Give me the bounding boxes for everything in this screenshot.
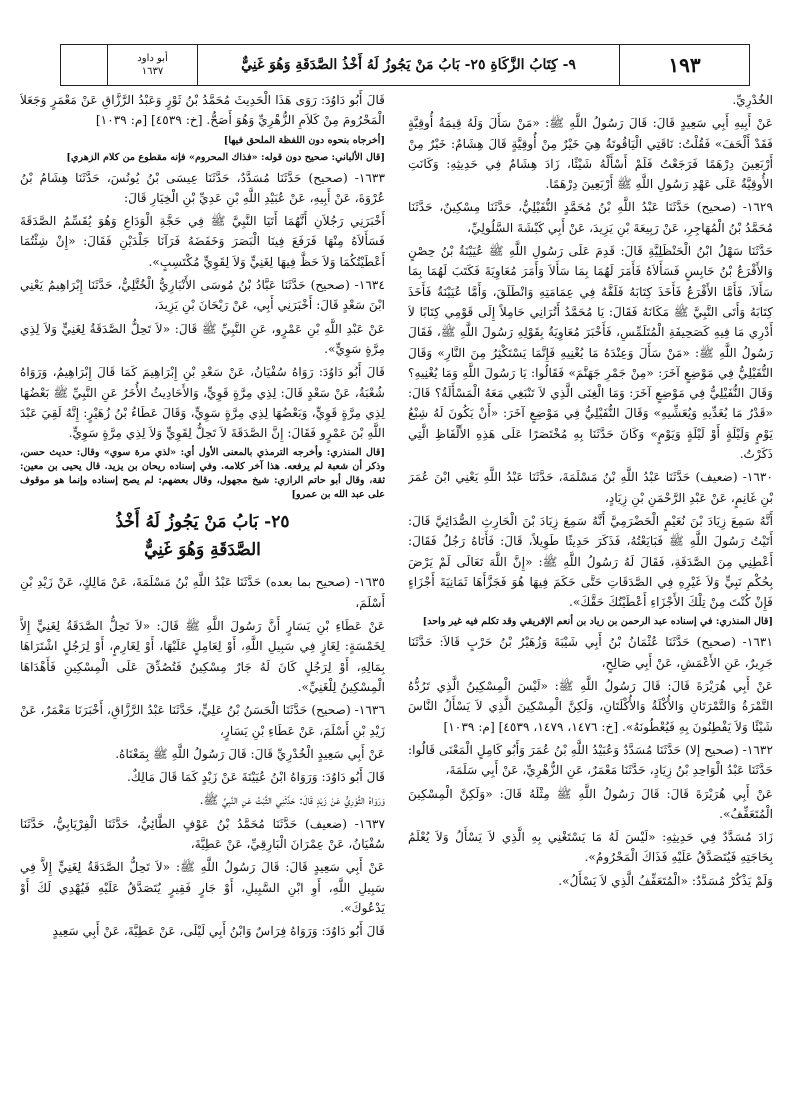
hadith-paragraph: ١٦٣١- (صحيح) حَدَّثَنَا عُثْمَانُ بْنُ أَبِي شَيْبَةَ وَزُهَيْرُ بْنُ حَرْبٍ قَالاَ: حَدَّثَنَا جَرِيرٌ، عَنِ الأَعْمَشِ، عَنْ أَبِي صَالِحٍ، — [408, 635, 773, 670]
editor-note: [قال المنذري: وأخرجه الترمذي بالمعنى الأول أي: «لذي مرة سوي» وقال: حديث حسن، وذكر أن شعبة لم يرفعه. هذا آخر كلامه. وفي إسناده ريحان بن يزيد. قال يحيى بن معين: ثقة، وقال أبو حاتم الرازي: شيخ مجهول، وقال بعضهم: لم يصح إسناده وإنما هو موقوف على عبد الله بن عمرو] — [20, 447, 385, 501]
hadith-paragraph: قَالَ أَبُو دَاوُدَ: وَرَوَاهُ فِرَاسٌ وَابْنُ أَبِي لَيْلَى، عَنْ عَطِيَّةَ، عَنْ أَبِي سَعِيدٍ — [52, 924, 385, 939]
header-blank-cell — [61, 45, 107, 85]
hadith-paragraph: وَرَوَاهُ الثَّوْرِيُّ عَنْ زَيْدٍ قَالَ: حَدَّثَنِي الثَّبْتُ عَنِ النَّبِيِّ ﷺ. — [199, 793, 385, 808]
hadith-paragraph: ١٦٢٩- (صحيح) حَدَّثَنَا عَبْدُ اللَّهِ بْنُ مُحَمَّدٍ النُّفَيْلِيُّ، حَدَّثَنَا مِسْكِينٌ، حَدَّثَنَا مُحَمَّدُ بْنُ الْمُهَاجِرِ، عَنْ رَبِيعَةَ بْنِ يَزِيدَ، عَنْ أَبِي كَبْشَةَ السَّلُولِيِّ، — [408, 200, 773, 235]
right-column — [408, 90, 773, 1100]
hadith-paragraph: عَنْ أَبِيهِ أَبِي سَعِيدٍ قَالَ: قَالَ رَسُولُ اللَّهِ ﷺ: «مَنْ سَأَلَ وَلَهُ قِيمَةُ أُوقِيَّةٍ فَقَدْ أَلْحَفَ» فَقُلْتُ: نَاقَتِي الْيَاقُوتَةُ هِيَ خَيْرٌ مِنْ أُوقِيَّةٍ قَالَ هِشَامٌ: خَيْرٌ مِنْ أَرْبَعِينَ دِرْهَمًا فَرَجَعْتُ فَلَمْ أَسْأَلْهُ شَيْئًا، زَادَ هِشَامٌ فِي حَدِيثِهِ: وَكَانَتِ الأُوقِيَّةُ عَلَى عَهْدِ رَسُولِ اللَّهِ ﷺ أَرْبَعِينَ دِرْهَمًا. — [408, 116, 773, 192]
hadith-paragraph: عَنْ أَبِي هُرَيْرَةَ قَالَ: قَالَ رَسُولُ اللَّهِ ﷺ: «لَيْسَ الْمِسْكِينُ الَّذِي تَرُدُّهُ التَّمْرَةُ وَالتَّمْرَتَانِ وَالأُكْلَةُ وَالأُكْلَتَانِ، وَلَكِنَّ الْمِسْكِينَ الَّذِي لاَ يَسْأَلُ النَّاسَ شَيْئًا وَلاَ يَفْطِنُونَ بِهِ فَيُعْطُونَهُ». [خ: ١٤٧٦، ١٤٧٩، ٤٥٣٩] [م: ١٠٣٩] — [408, 679, 773, 734]
text-columns — [20, 90, 773, 1100]
hadith-paragraph: ١٦٣٣- (صحيح) حَدَّثَنَا مُسَدَّدٌ، حَدَّثَنَا عِيسَى بْنُ يُونُسَ، حَدَّثَنَا هِشَامُ بْنُ عُرْوَةَ، عَنْ أَبِيهِ، عَنْ عُبَيْدِ اللَّهِ بْنِ عَدِيِّ بْنِ الْخِيَارِ قَالَ: — [20, 170, 385, 205]
hadith-paragraph: أَنَّهُ سَمِعَ زِيَادَ بْنَ نُعَيْمٍ الْحَضْرَمِيَّ أَنَّهُ سَمِعَ زِيَادَ بْنَ الْحَارِثِ الصُّدَائِيَّ قَالَ: أَتَيْتُ رَسُولَ اللَّهِ ﷺ فَبَايَعْتُهُ، فَذَكَرَ حَدِيثًا طَوِيلاً، قَالَ: فَأَتَاهُ رَجُلٌ فَقَالَ: أَعْطِنِي مِنَ الصَّدَقَةِ، فَقَالَ لَهُ رَسُولُ اللَّهِ ﷺ: «إِنَّ اللَّهَ تَعَالَى لَمْ يَرْضَ بِحُكْمِ نَبِيٍّ وَلاَ غَيْرِهِ فِي الصَّدَقَاتِ حَتَّى حَكَمَ فِيهَا هُوَ فَجَزَّأَهَا ثَمَانِيَةَ أَجْزَاءٍ فَإِنْ كُنْتَ مِنْ تِلْكَ الأَجْزَاءِ أَعْطَيْتُكَ حَقَّكَ». — [408, 513, 773, 610]
chapter-heading-line: ٢٥- بَابُ مَنْ يَجُوزُ لَهُ أَخْذُ — [115, 512, 290, 533]
left-column — [20, 90, 385, 1100]
hadith-paragraph: ١٦٣٢- (صحيح إلا) حَدَّثَنَا مُسَدَّدٌ وَعُبَيْدُ اللَّهِ بْنُ عُمَرَ وَأَبُو كَامِلٍ الْمَعْنَى قَالُوا: حَدَّثَنَا عَبْدُ الْوَاحِدِ بْنُ زِيَادٍ، حَدَّثَنَا مَعْمَرٌ، عَنِ الزُّهْرِيِّ، عَنْ أَبِي سَلَمَةَ، — [408, 742, 773, 778]
ref-number: ١٦٣٧ — [141, 66, 164, 77]
hadith-paragraph: ١٦٣٥- (صحيح بما بعده) حَدَّثَنَا عَبْدُ اللَّهِ بْنُ مَسْلَمَةَ، عَنْ مَالِكٍ، عَنْ زَيْدِ بْنِ أَسْلَمَ، — [20, 575, 385, 610]
hadith-paragraph: الخُدْرِيِّ. — [732, 93, 773, 107]
hadith-paragraph: ١٦٣٠- (ضعيف) حَدَّثَنَا عَبْدُ اللَّهِ بْنُ مَسْلَمَةَ، حَدَّثَنَا عَبْدُ اللَّهِ يَعْنِي ابْنَ عُمَرَ بْنِ غَانِمٍ، عَنْ عَبْدِ الرَّحْمَنِ بْنِ زِيَادٍ، — [408, 470, 773, 505]
chapter-heading — [20, 508, 385, 564]
hadith-paragraph: عَنْ عَطَاءِ بْنِ يَسَارٍ أَنَّ رَسُولَ اللَّهِ ﷺ قَالَ: «لاَ تَحِلُّ الصَّدَقَةُ لِغَنِيٍّ إِلاَّ لِخَمْسَةٍ: لِغَازٍ فِي سَبِيلِ اللَّهِ، أَوْ لِعَامِلٍ عَلَيْهَا، أَوْ لِغَارِمٍ، أَوْ لِرَجُلٍ اشْتَرَاهَا بِمَالِهِ، أَوْ لِرَجُلٍ كَانَ لَهُ جَارٌ مِسْكِينٌ فَتُصُدِّقَ عَلَى الْمِسْكِينِ فَأَهْدَاهَا الْمِسْكِينُ لِلْغَنِيِّ». — [20, 619, 385, 694]
hadith-paragraph: قَالَ أَبُو دَاوُدَ: رَوَى هَذَا الْحَدِيثَ مُحَمَّدُ بْنُ ثَوْرٍ وَعَبْدُ الرَّزَّاقِ عَنْ مَعْمَرٍ وَجَعَلاَ الْمَحْرُومَ مِنْ كَلاَمِ الزُّهْرِيِّ وَهُوَ أَصَحُّ. [خ: ٤٥٣٩] [م: ١٠٣٩] — [20, 93, 385, 128]
hadith-paragraph: ١٦٣٤- (صحيح) حَدَّثَنَا عَبَّادُ بْنُ مُوسَى الأَنْبَارِيُّ الْخُتَّلِيُّ، حَدَّثَنَا إِبْرَاهِيمُ يَعْنِي ابْنَ سَعْدٍ قَالَ: أَخْبَرَنِي أَبِي، عَنْ رَيْحَانَ بْنِ يَزِيدَ، — [20, 278, 385, 313]
hadith-range-ref — [107, 45, 197, 85]
running-title: ٩- كِتَابُ الزَّكَاةِ ٢٥- بَابُ مَنْ يَجُوزُ لَهُ أَخْذُ الصَّدَقَةِ وَهُوَ غَنِيٌّ — [197, 45, 619, 85]
editor-note: [قال الألباني: صحيح دون قوله: «فذاك المحروم» فإنه مقطوع من كلام الزهري] — [66, 151, 385, 163]
page-header — [60, 44, 750, 86]
hadith-paragraph: عَنْ أَبِي سَعِيدٍ قَالَ: قَالَ رَسُولُ اللَّهِ ﷺ: «لاَ تَحِلُّ الصَّدَقَةُ لِغَنِيٍّ إِلاَّ فِي سَبِيلِ اللَّهِ، أَوِ ابْنِ السَّبِيلِ، أَوْ جَارٍ فَقِيرٍ يُتَصَدَّقُ عَلَيْهِ فَيُهْدِي لَكَ أَوْ يَدْعُوكَ». — [20, 860, 385, 915]
editor-note: [أخرجاه بنحوه دون اللفظة الملحق فيها] — [223, 134, 385, 146]
hadith-paragraph: ١٦٣٧- (ضعيف) حَدَّثَنَا مُحَمَّدُ بْنُ عَوْفٍ الطَّائِيُّ، حَدَّثَنَا الْفِرْيَابِيُّ، حَدَّثَنَا سُفْيَانُ، عَنْ عِمْرَانَ الْبَارِقِيِّ، عَنْ عَطِيَّةَ، — [20, 816, 385, 852]
chapter-heading-line: الصَّدَقَةِ وَهُوَ غَنِيٌّ — [144, 540, 261, 561]
hadith-paragraph: حَدَّثَنَا سَهْلُ ابْنُ الْحَنْظَلِيَّةِ قَالَ: قَدِمَ عَلَى رَسُولِ اللَّهِ ﷺ عُيَيْنَةُ بْنُ حِصْنٍ وَالأَقْرَعُ بْنُ حَابِسٍ فَسَأَلاَهُ فَأَمَرَ لَهُمَا بِمَا سَأَلاَ وَأَمَرَ مُعَاوِيَةَ فَكَتَبَ لَهُمَا بِمَا سَأَلاَ، فَأَمَّا الأَقْرَعُ فَأَخَذَ كِتَابَهُ فَلَفَّهُ فِي عِمَامَتِهِ وَانْطَلَقَ، وَأَمَّا عُيَيْنَةُ فَأَخَذَ كِتَابَهُ وَأَتَى النَّبِيَّ ﷺ مَكَانَهُ فَقَالَ: يَا مُحَمَّدُ أَتُرَانِي حَامِلاً إِلَى قَوْمِي كِتَابًا لاَ أَدْرِي مَا فِيهِ كَصَحِيفَةِ الْمُتَلَمِّسِ، فَأَخْبَرَ مُعَاوِيَةُ بِقَوْلِهِ رَسُولَ اللَّهِ ﷺ، فَقَالَ رَسُولُ اللَّهِ ﷺ: «مَنْ سَأَلَ وَعِنْدَهُ مَا يُغْنِيهِ فَإِنَّمَا يَسْتَكْثِرُ مِنَ النَّارِ» وَقَالَ النُّفَيْلِيُّ فِي مَوْضِعٍ آخَرَ: «مِنْ جَمْرِ جَهَنَّمَ» فَقَالُوا: يَا رَسُولَ اللَّهِ وَمَا يُغْنِيهِ؟ وَقَالَ النُّفَيْلِيُّ فِي مَوْضِعٍ آخَرَ: وَمَا الْغِنَى الَّذِي لاَ تَنْبَغِي مَعَهُ الْمَسْأَلَةُ؟ قَالَ: «قَدْرُ مَا يُغَدِّيهِ وَيُعَشِّيهِ» وَقَالَ النُّفَيْلِيُّ فِي مَوْضِعٍ آخَرَ: «أَنْ يَكُونَ لَهُ شِبْعُ يَوْمٍ وَلَيْلَةٍ أَوْ لَيْلَةٍ وَيَوْمٍ» وَكَانَ حَدَّثَنَا بِهِ مُخْتَصَرًا عَلَى هَذِهِ الأَلْفَاظِ الَّتِي ذَكَرْتُ. — [408, 244, 773, 462]
editor-note: [قال المنذري: في إسناده عبد الرحمن بن زياد بن أنعم الإفريقي وقد تكلم فيه غير واحد] — [422, 616, 773, 628]
hadith-paragraph: أَخْبَرَنِي رَجُلاَنِ أَنَّهُمَا أَتَيَا النَّبِيَّ ﷺ فِي حَجَّةِ الْوَدَاعِ وَهُوَ يُقَسِّمُ الصَّدَقَةَ فَسَأَلاَهُ مِنْهَا فَرَفَعَ فِينَا الْبَصَرَ وَخَفَضَهُ فَرَآنَا جَلْدَيْنِ فَقَالَ: «إِنْ شِئْتُمَا أَعْطَيْتُكُمَا وَلاَ حَظَّ فِيهَا لِغَنِيٍّ وَلاَ لِقَوِيٍّ مُكْتَسِبٍ». — [20, 214, 385, 269]
hadith-paragraph: عَنْ أَبِي هُرَيْرَةَ قَالَ: قَالَ رَسُولُ اللَّهِ ﷺ مِثْلَهُ قَالَ: «وَلَكِنَّ الْمِسْكِينَ الْمُتَعَفِّفُ». — [408, 786, 773, 821]
hadith-paragraph: عَنْ أَبِي سَعِيدٍ الْخُدْرِيِّ قَالَ: قَالَ رَسُولُ اللَّهِ ﷺ بِمَعْنَاهُ. — [115, 746, 385, 761]
hadith-paragraph: قَالَ أَبُو دَاوُدَ: وَرَوَاهُ ابْنُ عُيَيْنَةَ عَنْ زَيْدٍ كَمَا قَالَ مَالِكٌ. — [126, 770, 385, 785]
hadith-paragraph: وَلَمْ يَذْكُرْ مُسَدَّدٌ: «الْمُتَعَفِّفُ الَّذِي لاَ يَسْأَلُ». — [558, 873, 773, 888]
hadith-paragraph: زَادَ مُسَدَّدٌ فِي حَدِيثِهِ: «لَيْسَ لَهُ مَا يَسْتَغْنِي بِهِ الَّذِي لاَ يَسْأَلُ وَلاَ يُعْلَمُ بِحَاجَتِهِ فَيُتَصَدَّقُ عَلَيْهِ فَذَاكَ الْمَحْرُومُ». — [408, 830, 773, 865]
ref-book: أبو داود — [137, 53, 168, 64]
hadith-paragraph: ١٦٣٦- (صحيح) حَدَّثَنَا الْحَسَنُ بْنُ عَلِيٍّ، حَدَّثَنَا عَبْدُ الرَّزَّاقِ، أَخْبَرَنَا مَعْمَرٌ، عَنْ زَيْدِ بْنِ أَسْلَمَ، عَنْ عَطَاءِ بْنِ يَسَارٍ، — [20, 703, 385, 738]
page-number: ١٩٣ — [619, 45, 749, 85]
hadith-paragraph: قَالَ أَبُو دَاوُدَ: رَوَاهُ سُفْيَانُ، عَنْ سَعْدِ بْنِ إِبْرَاهِيمَ كَمَا قَالَ إِبْرَاهِيمُ، وَرَوَاهُ شُعْبَةُ، عَنْ سَعْدٍ قَالَ: لِذِي مِرَّةٍ قَوِيٍّ، وَالأَحَادِيثُ الأُخَرُ عَنِ النَّبِيِّ ﷺ بَعْضُهَا لِذِي مِرَّةٍ قَوِيٍّ، وَبَعْضُهَا لِذِي مِرَّةٍ سَوِيٍّ، وَقَالَ عَطَاءُ بْنُ زُهَيْرٍ: إِنَّهُ لَقِيَ عَبْدَ اللَّهِ بْنَ عَمْرٍو فَقَالَ: إِنَّ الصَّدَقَةَ لاَ تَحِلُّ لِقَوِيٍّ وَلاَ لِذِي مِرَّةٍ سَوِيٍّ. — [20, 365, 385, 441]
hadith-paragraph: عَنْ عَبْدِ اللَّهِ بْنِ عَمْرٍو، عَنِ النَّبِيِّ ﷺ قَالَ: «لاَ تَحِلُّ الصَّدَقَةُ لِغَنِيٍّ وَلاَ لِذِي مِرَّةٍ سَوِيٍّ». — [20, 321, 385, 356]
